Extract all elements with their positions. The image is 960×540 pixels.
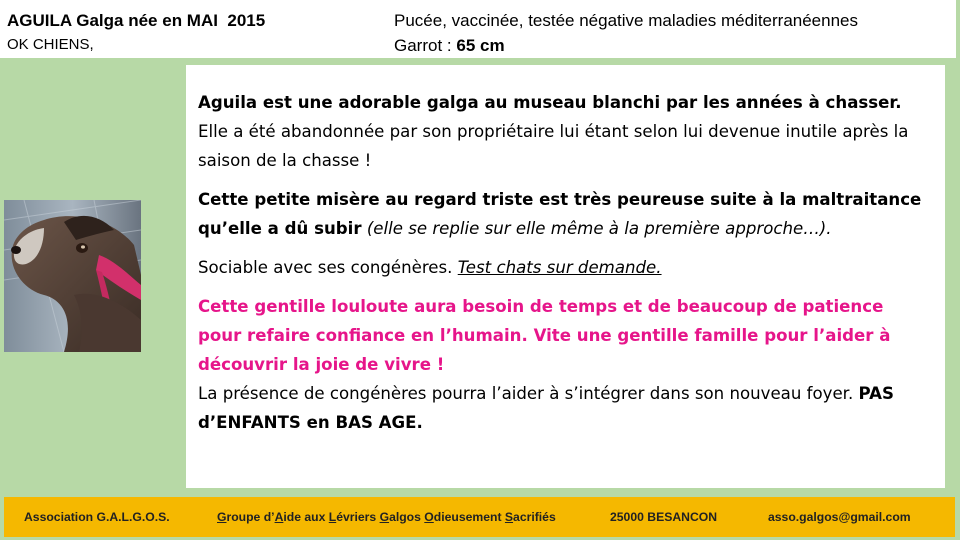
- acronym-cap-3: L: [328, 510, 337, 524]
- greyhound-illustration: [4, 200, 141, 352]
- association-city: 25000 BESANCON: [610, 510, 718, 524]
- acronym-word-2: ide aux: [283, 510, 329, 524]
- acronym-cap-2: A: [274, 510, 284, 524]
- acronym-word-6: acrifiés: [513, 510, 556, 524]
- acronym-word-4: algos: [389, 510, 425, 524]
- health-info: Pucée, vaccinée, testée négative maladies méditerranéennes: [394, 11, 859, 30]
- cat-test-note: Test chats sur demande.: [457, 258, 662, 277]
- dog-compat: OK CHIENS,: [7, 36, 94, 53]
- garrot-value: 65 cm: [456, 36, 505, 55]
- contact-email[interactable]: asso.galgos@gmail.com: [768, 510, 911, 524]
- acronym-cap-4: G: [379, 510, 390, 524]
- acronym-cap-6: S: [504, 510, 514, 524]
- appeal-text: Cette gentille louloute aura besoin de temps et de beaucoup de patience pour refaire confiance en l’humain. Vite une gentille famille pour l’aider à découvrir la joie de vivre !: [198, 297, 891, 374]
- description-paragraph-3: [198, 253, 929, 282]
- description-paragraph-1: [198, 88, 929, 175]
- family-text: La présence de congénères pourra l’aider à s’intégrer dans son nouveau foyer.: [198, 384, 859, 403]
- header-band: [0, 0, 956, 58]
- acronym-word-3: évriers: [336, 510, 380, 524]
- intro-text: Elle a été abandonnée par son propriétaire lui étant selon lui devenue inutile après la saison de la chasse !: [198, 122, 909, 170]
- fear-bold: Cette petite misère au regard triste est très peureuse suite à la maltraitance qu’elle a dû subir: [198, 190, 922, 238]
- sociable-text: Sociable avec ses congénères.: [198, 258, 458, 277]
- acronym-cap-5: O: [424, 510, 434, 524]
- garrot-label: Garrot :: [394, 36, 457, 55]
- description-paragraph-2: [198, 185, 929, 243]
- acronym-word-5: dieusement: [433, 510, 505, 524]
- description-paragraph-5: [198, 379, 929, 437]
- acronym-word-1: roupe d’: [226, 510, 275, 524]
- dog-title: AGUILA Galga née en MAI 2015: [7, 11, 266, 30]
- description-card: [186, 65, 945, 488]
- no-children-warning: PAS d’ENFANTS en BAS AGE.: [198, 384, 894, 432]
- association-acronym: [217, 510, 556, 524]
- fear-note: (elle se replie sur elle même à la première approche…).: [361, 219, 832, 238]
- garrot-info: [394, 36, 505, 56]
- acronym-cap-1: G: [217, 510, 227, 524]
- greyhound-photo: [4, 200, 141, 352]
- footer-bar: [4, 497, 955, 537]
- association-name: Association G.A.L.G.O.S.: [24, 510, 170, 524]
- intro-bold: Aguila est une adorable galga au museau blanchi par les années à chasser.: [198, 93, 902, 112]
